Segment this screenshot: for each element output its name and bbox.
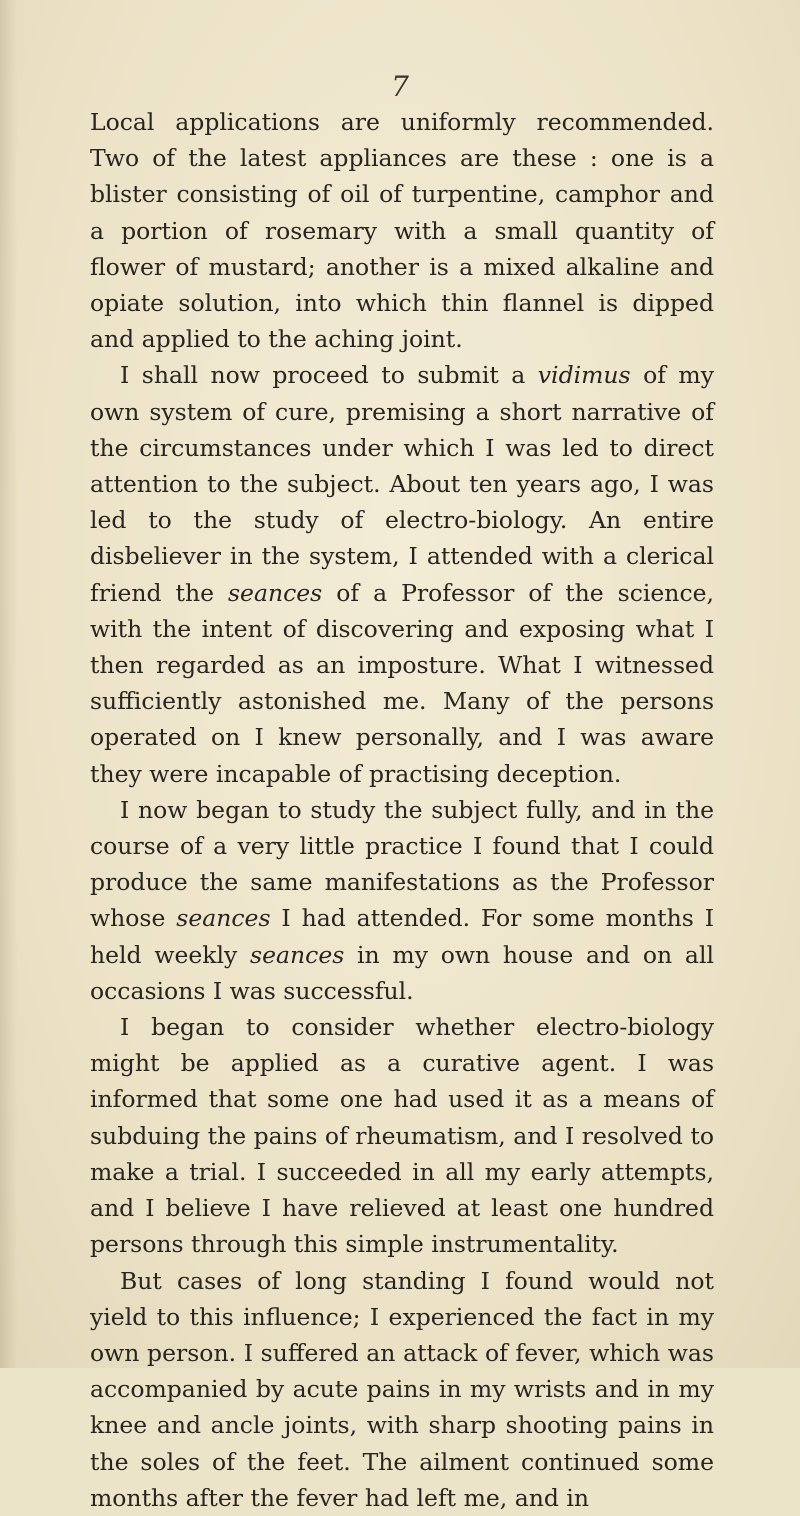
paragraph xyxy=(90,1009,714,1262)
text-run: in my own house and on all occasions I was successful. xyxy=(90,940,714,1005)
text-run: of a Professor of the science, with the intent of discovering and exposing what I then regarded as an imposture. What I witnessed sufficiently astonished me. Many of the persons operated on I knew personally, and I was aware they were incapable of practising deception. xyxy=(90,578,714,788)
italic-text-run: vidimus xyxy=(537,361,631,390)
text-run: I began to consider whether electro-biology might be applied as a curative agent. I was informed that some one had used it as a means of subduing the pains of rheumatism, and I resolved to make a trial. I succeeded in all my early attempts, and I believe I have relieved at least one hundred persons through this simple instrumentality. xyxy=(90,1013,714,1259)
page-edge-shadow xyxy=(0,0,18,1368)
paragraph xyxy=(90,792,714,1009)
italic-text-run: seances xyxy=(176,904,271,933)
paragraph xyxy=(90,1263,714,1516)
text-run: I had attended. For some months I held weekly xyxy=(90,904,714,969)
text-run: of my own system of cure, premising a short narrative of the circumstances under which I was led to direct attention to the subject. About ten years ago, I was led to the study of electro-biology. An entire disbeliever in the system, I attended with a clerical friend the xyxy=(90,361,714,607)
italic-text-run: seances xyxy=(250,940,345,969)
text-run: But cases of long standing I found would not yield to this influence; I experienced the fact in my own person. I suffered an attack of fever, which was accompanied by acute pains in my wrists and in my knee and ancle joints, with sharp shooting pains in the soles of the feet. The ailment continued some months after the fever had left me, and in xyxy=(90,1266,714,1512)
italic-text-run: seances xyxy=(228,578,323,607)
text-run: I now began to study the subject fully, and in the course of a very little practice I found that I could produce the same manifestations as the Professor whose xyxy=(90,795,714,933)
paragraph xyxy=(90,357,714,791)
paragraph xyxy=(90,104,714,357)
text-run: I shall now proceed to submit a xyxy=(120,361,538,390)
body-text xyxy=(90,104,714,1516)
page-number: 7 xyxy=(391,70,409,103)
text-run: Local applications are uniformly recommended. Two of the latest appliances are these : one is a blister consisting of oil of turpentine, camphor and a portion of rosemary with a small quantity of flower of mustard; another is a mixed alkaline and opiate solution, into which thin flannel is dipped and applied to the aching joint. xyxy=(90,108,714,354)
